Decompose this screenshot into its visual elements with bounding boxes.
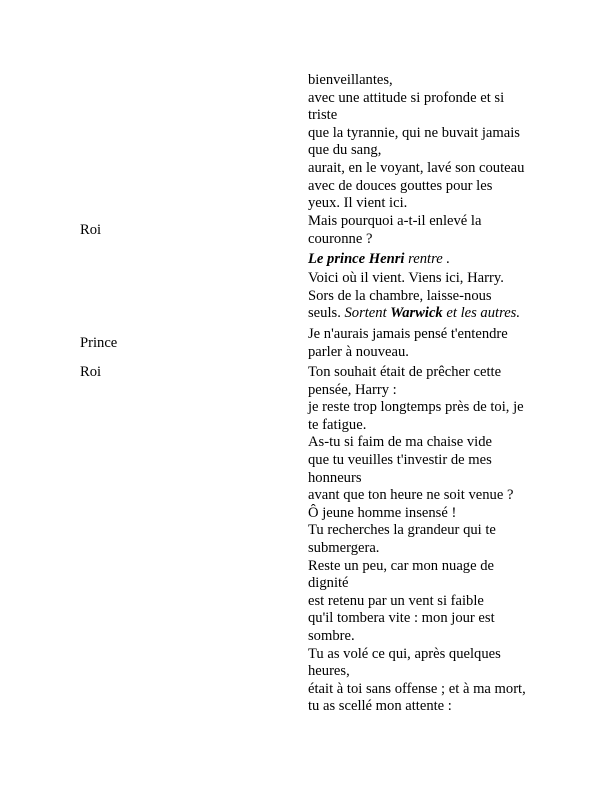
text-line: te fatigue. <box>308 416 367 433</box>
text-line: heures, <box>308 663 350 680</box>
text-line: Tu recherches la grandeur qui te <box>308 522 496 539</box>
dialogue-text <box>308 270 548 323</box>
text-line: tu as scellé mon attente : <box>308 698 452 715</box>
text-line: que du sang, <box>308 142 382 159</box>
text-line: Ton souhait était de prêcher cette <box>308 364 502 380</box>
text-line: avec une attitude si profonde et si <box>308 89 505 106</box>
text-line: sombre. <box>308 627 355 644</box>
dialogue-text <box>308 364 548 716</box>
dialogue-text <box>308 213 548 248</box>
text-line: honneurs <box>308 469 362 486</box>
speaker-name: Roi <box>80 222 102 238</box>
speaker-name: Prince <box>80 335 118 351</box>
stage-direction-text: et les autres. <box>442 305 521 322</box>
text-fragment: seuls. <box>308 305 345 322</box>
text-line: triste <box>308 107 338 124</box>
text-line: qu'il tombera vite : mon jour est <box>308 610 495 627</box>
text-line: As-tu si faim de ma chaise vide <box>308 434 492 451</box>
text-line: Voici où il vient. Viens ici, Harry. <box>308 270 504 286</box>
text-line: parler à nouveau. <box>308 343 409 360</box>
character-name: Warwick <box>390 305 443 322</box>
text-line: Je n'aurais jamais pensé t'entendre <box>308 326 508 342</box>
text-line: que la tyrannie, qui ne buvait jamais <box>308 124 520 141</box>
text-line: avec de douces gouttes pour les <box>308 177 493 194</box>
text-line: Sors de la chambre, laisse-nous <box>308 287 492 304</box>
text-line: dignité <box>308 575 349 592</box>
text-line: yeux. Il vient ici. <box>308 195 408 212</box>
text-line: bienveillantes, <box>308 72 393 88</box>
speaker-name: Roi <box>80 364 102 380</box>
character-name: Le prince Henri <box>308 251 405 267</box>
text-line: Tu as volé ce qui, après quelques <box>308 645 501 662</box>
text-line: avant que ton heure ne soit venue ? <box>308 487 514 504</box>
text-line: aurait, en le voyant, lavé son couteau <box>308 159 525 176</box>
text-line: que tu veuilles t'investir de mes <box>308 451 492 468</box>
stage-direction <box>308 251 548 269</box>
text-line-with-direction <box>308 305 548 323</box>
text-line: Mais pourquoi a-t-il enlevé la <box>308 213 482 229</box>
text-line: pensée, Harry : <box>308 381 397 398</box>
text-line: était à toi sans offense ; et à ma mort, <box>308 680 526 697</box>
stage-direction-verb: rentre . <box>404 251 451 267</box>
text-line: Ô jeune homme insensé ! <box>308 504 457 521</box>
text-line: Reste un peu, car mon nuage de <box>308 557 495 574</box>
text-line: submergera. <box>308 539 380 556</box>
text-line: je reste trop longtemps près de toi, je <box>308 399 524 416</box>
stage-direction-verb: Sortent <box>344 305 391 322</box>
text-line: est retenu par un vent si faible <box>308 592 484 609</box>
dialogue-text <box>308 72 548 213</box>
dialogue-text <box>308 326 548 361</box>
text-line: couronne ? <box>308 230 373 247</box>
